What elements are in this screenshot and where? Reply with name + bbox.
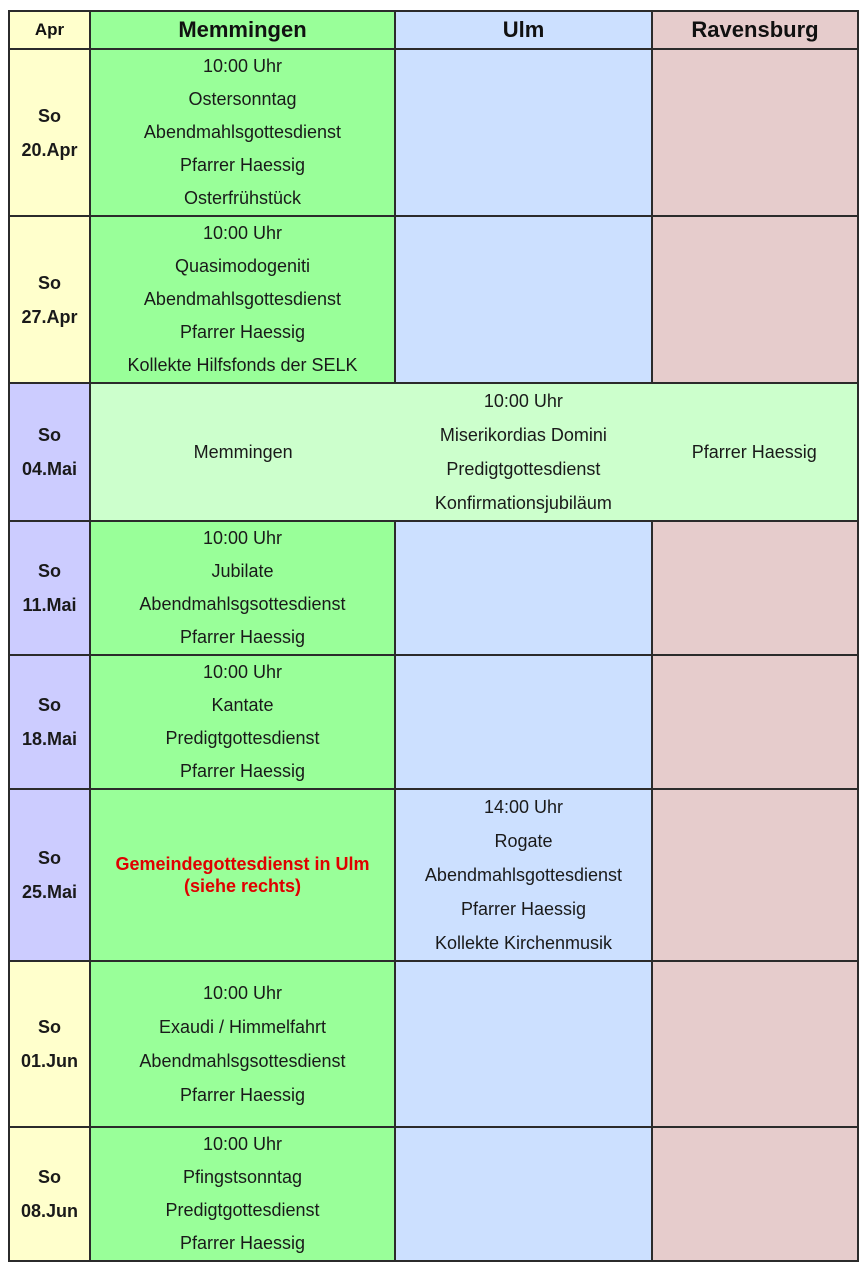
table-row xyxy=(9,49,858,216)
joint-service-cell xyxy=(90,383,858,521)
service-type: Abendmahlsgottesdienst xyxy=(143,122,342,142)
ulm-empty-cell xyxy=(395,521,652,655)
ulm-header: Ulm xyxy=(395,11,652,49)
service-time: 10:00 Uhr xyxy=(202,528,283,548)
service-type: Predigtgottesdienst xyxy=(446,459,601,479)
ulm-empty-cell xyxy=(395,1127,652,1261)
service-moved-note: Gemeindegottesdienst in Ulm xyxy=(115,854,370,874)
date-label: 25.Mai xyxy=(21,882,78,902)
header-row xyxy=(9,11,858,49)
schedule-table xyxy=(8,10,859,1262)
joint-details xyxy=(395,384,651,520)
weekday-label: So xyxy=(37,105,61,126)
service-time: 10:00 Uhr xyxy=(483,391,563,411)
date-cell xyxy=(9,49,90,216)
date-cell xyxy=(9,216,90,383)
date-label: 18.Mai xyxy=(21,729,78,749)
service-pastor: Pfarrer Haessig xyxy=(179,155,306,175)
weekday-label: So xyxy=(37,425,61,445)
ravensburg-empty-cell xyxy=(652,216,858,383)
table-row xyxy=(9,383,858,521)
table-row xyxy=(9,521,858,655)
ravensburg-empty-cell xyxy=(652,1127,858,1261)
service-occasion: Ostersonntag xyxy=(188,89,297,109)
month-header: Apr xyxy=(9,11,90,49)
date-cell xyxy=(9,655,90,789)
joint-location: Memmingen xyxy=(193,441,293,462)
table-row xyxy=(9,961,858,1127)
service-occasion: Kantate xyxy=(211,695,274,715)
service-time: 10:00 Uhr xyxy=(202,1134,283,1154)
date-cell xyxy=(9,1127,90,1261)
ulm-service-cell xyxy=(395,789,652,961)
service-time: 10:00 Uhr xyxy=(202,662,283,682)
service-type: Predigtgottesdienst xyxy=(165,728,320,748)
weekday-label: So xyxy=(37,695,61,715)
date-label: 20.Apr xyxy=(21,139,78,160)
service-pastor: Pfarrer Haessig xyxy=(179,627,306,647)
memmingen-service-cell xyxy=(90,961,395,1127)
ravensburg-empty-cell xyxy=(652,789,858,961)
service-time: 10:00 Uhr xyxy=(202,223,283,243)
weekday-label: So xyxy=(37,848,61,868)
service-occasion: Pfingstsonntag xyxy=(182,1167,303,1187)
memmingen-header: Memmingen xyxy=(90,11,395,49)
service-occasion: Exaudi / Himmelfahrt xyxy=(158,1017,327,1037)
ravensburg-empty-cell xyxy=(652,521,858,655)
ulm-empty-cell xyxy=(395,49,652,216)
service-time: 10:00 Uhr xyxy=(202,56,283,76)
weekday-label: So xyxy=(37,1017,61,1037)
table-row xyxy=(9,1127,858,1261)
memmingen-service-cell xyxy=(90,49,395,216)
date-cell xyxy=(9,383,90,521)
weekday-label: So xyxy=(37,1167,61,1187)
service-pastor: Pfarrer Haessig xyxy=(179,1085,306,1105)
service-note: Kollekte Hilfsfonds der SELK xyxy=(127,355,358,375)
service-pastor: Pfarrer Haessig xyxy=(460,899,587,919)
date-label: 11.Mai xyxy=(22,595,77,615)
service-type: Abendmahlsgsottesdienst xyxy=(139,594,346,614)
service-note: Kollekte Kirchenmusik xyxy=(434,933,613,953)
service-note: Konfirmationsjubiläum xyxy=(434,493,612,513)
ulm-empty-cell xyxy=(395,655,652,789)
service-moved-hint: (siehe rechts) xyxy=(183,876,302,896)
service-time: 14:00 Uhr xyxy=(483,797,564,817)
memmingen-service-cell xyxy=(90,655,395,789)
table-row xyxy=(9,655,858,789)
service-time: 10:00 Uhr xyxy=(202,983,283,1003)
ravensburg-header: Ravensburg xyxy=(652,11,858,49)
memmingen-service-cell xyxy=(90,216,395,383)
date-label: 08.Jun xyxy=(20,1201,79,1221)
date-cell xyxy=(9,789,90,961)
weekday-label: So xyxy=(37,272,61,293)
date-label: 04.Mai xyxy=(21,459,78,479)
joint-pastor: Pfarrer Haessig xyxy=(691,441,817,462)
date-label: 27.Apr xyxy=(21,306,78,327)
memmingen-service-cell xyxy=(90,1127,395,1261)
service-type: Predigtgottesdienst xyxy=(165,1200,320,1220)
service-type: Abendmahlsgottesdienst xyxy=(424,865,623,885)
weekday-label: So xyxy=(37,561,61,581)
service-note: Osterfrühstück xyxy=(183,188,302,208)
date-label: 01.Jun xyxy=(20,1051,79,1071)
ulm-empty-cell xyxy=(395,216,652,383)
ulm-empty-cell xyxy=(395,961,652,1127)
table-row xyxy=(9,789,858,961)
ravensburg-empty-cell xyxy=(652,655,858,789)
memmingen-service-cell xyxy=(90,521,395,655)
service-pastor: Pfarrer Haessig xyxy=(179,322,306,342)
service-type: Abendmahlsgsottesdienst xyxy=(139,1051,346,1071)
service-occasion: Jubilate xyxy=(211,561,274,581)
service-pastor: Pfarrer Haessig xyxy=(179,761,306,781)
service-occasion: Miserikordias Domini xyxy=(439,425,607,445)
date-cell xyxy=(9,521,90,655)
memmingen-note-cell xyxy=(90,789,395,961)
date-cell xyxy=(9,961,90,1127)
service-occasion: Rogate xyxy=(494,831,553,851)
table-row xyxy=(9,216,858,383)
ravensburg-empty-cell xyxy=(652,961,858,1127)
service-occasion: Quasimodogeniti xyxy=(174,256,311,276)
ravensburg-empty-cell xyxy=(652,49,858,216)
service-pastor: Pfarrer Haessig xyxy=(179,1233,306,1253)
service-type: Abendmahlsgottesdienst xyxy=(143,289,342,309)
